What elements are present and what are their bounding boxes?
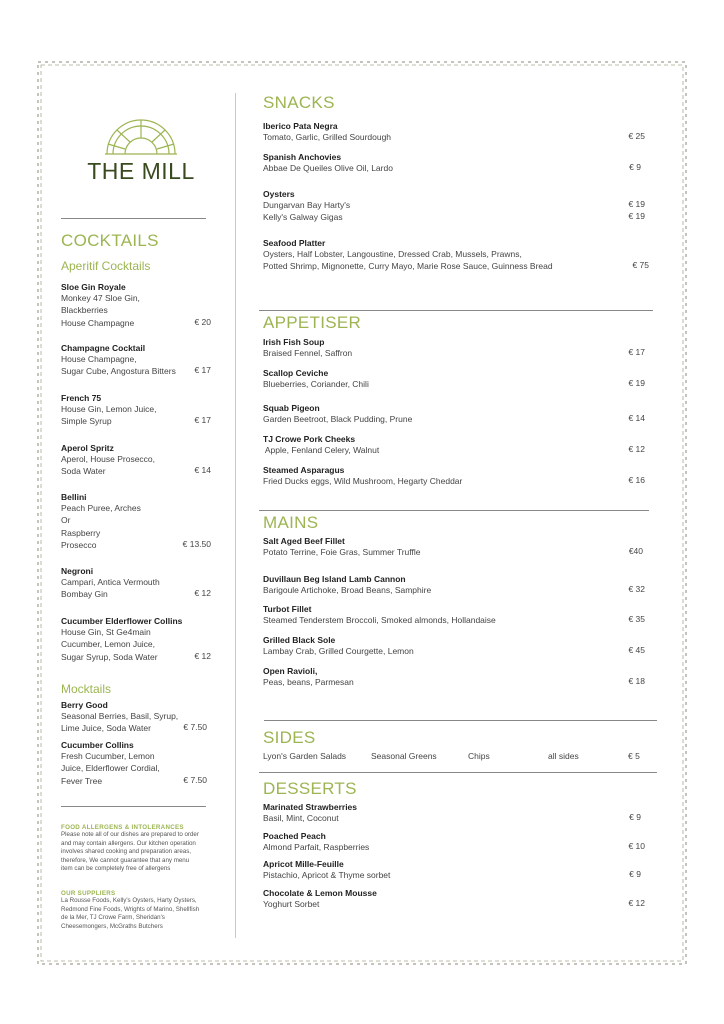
item-price: € 19 bbox=[628, 199, 645, 209]
menu-item bbox=[263, 574, 645, 596]
item-name: TJ Crowe Pork Cheeks bbox=[263, 434, 356, 444]
item-desc: Cucumber, Lemon Juice, bbox=[61, 639, 156, 650]
item-name: Chocolate & Lemon Mousse bbox=[263, 888, 377, 898]
item-price: € 5 bbox=[628, 751, 640, 761]
item-price: € 14 bbox=[628, 413, 645, 423]
menu-item bbox=[61, 282, 211, 329]
mains-title: MAINS bbox=[263, 513, 319, 532]
item-desc: Prosecco bbox=[61, 540, 97, 551]
item-name: French 75 bbox=[61, 393, 102, 403]
item-name: Scallop Ceviche bbox=[263, 368, 329, 378]
item-desc: House Gin, St Ge4main bbox=[61, 627, 151, 637]
item-desc: Almond Parfait, Raspberries bbox=[263, 842, 370, 852]
item-desc: Juice, Elderflower Cordial, bbox=[61, 763, 160, 774]
allergens-line: and may contain allergens. Our kitchen operation bbox=[61, 839, 196, 847]
item-desc: Oysters, Half Lobster, Langoustine, Dressed Crab, Mussels, Prawns, bbox=[263, 249, 522, 259]
item-desc: Kelly's Galway Gigas bbox=[263, 212, 343, 223]
item-desc: Raspberry bbox=[61, 527, 101, 538]
item-desc: Potted Shrimp, Mignonette, Curry Mayo, Marie Rose Sauce, Guinness Bread bbox=[263, 261, 553, 272]
item-name: Steamed Asparagus bbox=[263, 465, 345, 475]
item-price: € 10 bbox=[628, 841, 645, 851]
desserts-title: DESSERTS bbox=[263, 779, 357, 798]
item-price: € 17 bbox=[628, 347, 645, 357]
menu-item bbox=[263, 189, 645, 224]
item-desc: Braised Fennel, Saffron bbox=[263, 348, 353, 358]
item-desc: Pistachio, Apricot & Thyme sorbet bbox=[263, 870, 391, 880]
item-price: € 17 bbox=[194, 365, 211, 376]
item-price: € 19 bbox=[628, 211, 645, 222]
item-desc: Tomato, Garlic, Grilled Sourdough bbox=[263, 132, 392, 142]
item-name: Berry Good bbox=[61, 700, 108, 710]
item-name: Duvillaun Beg Island Lamb Cannon bbox=[263, 574, 406, 584]
item-desc: Bombay Gin bbox=[61, 589, 108, 600]
side-item: Chips bbox=[468, 751, 490, 761]
menu-item bbox=[263, 859, 641, 881]
divider bbox=[61, 806, 206, 807]
item-desc: Peas, beans, Parmesan bbox=[263, 677, 354, 687]
item-desc: Campari, Antica Vermouth bbox=[61, 577, 160, 587]
item-price: € 12 bbox=[194, 650, 211, 661]
item-desc: Fresh Cucumber, Lemon bbox=[61, 751, 155, 761]
divider bbox=[264, 720, 657, 721]
item-name: Open Ravioli, bbox=[263, 666, 318, 676]
item-desc: Simple Syrup bbox=[61, 416, 112, 427]
item-name: Cucumber Elderflower Collins bbox=[61, 616, 183, 626]
item-desc: Seasonal Berries, Basil, Syrup, bbox=[61, 711, 179, 721]
item-desc: Apple, Fenland Celery, Walnut bbox=[263, 445, 380, 455]
menu-item bbox=[263, 238, 649, 273]
menu-item bbox=[61, 343, 211, 378]
item-name: Seafood Platter bbox=[263, 238, 326, 248]
suppliers-line: Cheesemongers, McGraths Butchers bbox=[61, 922, 163, 930]
item-desc: Fried Ducks eggs, Wild Mushroom, Hegarty Cheddar bbox=[263, 476, 463, 486]
item-price: € 7.50 bbox=[183, 774, 207, 785]
menu-item bbox=[263, 403, 645, 425]
item-price: € 17 bbox=[194, 415, 211, 426]
menu-item bbox=[61, 566, 211, 601]
menu-item bbox=[61, 740, 207, 787]
menu-item bbox=[61, 616, 211, 663]
item-desc: Barigoule Artichoke, Broad Beans, Samphire bbox=[263, 585, 432, 595]
item-price: € 12 bbox=[628, 898, 645, 908]
item-desc: Blueberries, Coriander, Chili bbox=[263, 379, 369, 389]
snacks-title: SNACKS bbox=[263, 93, 335, 112]
item-name: Aperol Spritz bbox=[61, 443, 114, 453]
aperitif-title: Aperitif Cocktails bbox=[61, 259, 151, 273]
item-price: € 13.50 bbox=[182, 539, 211, 550]
menu-item bbox=[263, 635, 645, 657]
menu-item bbox=[263, 465, 645, 487]
side-item: Seasonal Greens bbox=[371, 751, 437, 761]
item-name: Marinated Strawberries bbox=[263, 802, 358, 812]
item-desc: Monkey 47 Sloe Gin, bbox=[61, 293, 140, 303]
item-price: € 45 bbox=[628, 645, 645, 655]
item-price: €40 bbox=[628, 546, 643, 556]
item-name: Sloe Gin Royale bbox=[61, 282, 126, 292]
item-price: € 12 bbox=[628, 444, 645, 454]
item-name: Negroni bbox=[61, 566, 94, 576]
allergens-title: FOOD ALLERGENS & INTOLERANCES bbox=[61, 824, 184, 831]
item-desc: Basil, Mint, Coconut bbox=[263, 813, 339, 823]
item-desc: Soda Water bbox=[61, 466, 106, 477]
item-price: € 25 bbox=[628, 131, 645, 141]
suppliers-title: OUR SUPPLIERS bbox=[61, 890, 116, 897]
item-desc: Sugar Cube, Angostura Bitters bbox=[61, 366, 176, 377]
item-price: € 14 bbox=[194, 465, 211, 476]
item-name: Irish Fish Soup bbox=[263, 337, 325, 347]
item-desc: Sugar Syrup, Soda Water bbox=[61, 651, 158, 662]
item-name: Grilled Black Sole bbox=[263, 635, 336, 645]
menu-item bbox=[263, 121, 645, 143]
item-name: Turbot Fillet bbox=[263, 604, 312, 614]
menu-item bbox=[263, 337, 645, 359]
menu-item bbox=[61, 700, 207, 735]
item-name: Oysters bbox=[263, 189, 295, 199]
item-name: Salt Aged Beef Fillet bbox=[263, 536, 345, 546]
item-desc: Yoghurt Sorbet bbox=[263, 899, 320, 909]
item-desc: House Champagne, bbox=[61, 354, 137, 364]
item-desc: House Champagne bbox=[61, 317, 135, 328]
suppliers-line: de la Mer, TJ Crowe Farm, Sheridan's bbox=[61, 914, 165, 922]
column-divider bbox=[235, 93, 236, 938]
logo bbox=[61, 118, 221, 198]
brand-name: THE MILL bbox=[87, 158, 195, 184]
item-name: Cucumber Collins bbox=[61, 740, 134, 750]
item-name: Bellini bbox=[61, 492, 87, 502]
mill-fan-icon bbox=[103, 118, 179, 156]
item-price: € 18 bbox=[628, 676, 645, 686]
item-name: Champagne Cocktail bbox=[61, 343, 146, 353]
item-price: € 75 bbox=[632, 260, 649, 271]
item-desc: Dungarvan Bay Harty's bbox=[263, 200, 351, 210]
appetiser-title: APPETISER bbox=[263, 313, 362, 332]
item-price: € 9 bbox=[629, 812, 641, 822]
allergens-line: Please note all of our dishes are prepared to order bbox=[61, 831, 199, 838]
item-desc: Aperol, House Prosecco, bbox=[61, 454, 156, 464]
menu-item bbox=[263, 368, 645, 390]
item-price: € 35 bbox=[628, 614, 645, 624]
item-price: € 20 bbox=[194, 316, 211, 327]
menu-item bbox=[263, 831, 645, 853]
allergens-line: item can be completely free of allergens bbox=[61, 865, 171, 873]
divider bbox=[259, 510, 649, 511]
suppliers-line: La Rousse Foods, Kelly's Oysters, Harty Oysters, bbox=[61, 897, 197, 904]
menu-item bbox=[263, 802, 641, 824]
item-desc: Fever Tree bbox=[61, 775, 103, 786]
menu-item bbox=[61, 492, 211, 552]
allergens-line: involves shared cooking and preparation areas, bbox=[61, 848, 192, 856]
menu-item bbox=[263, 666, 645, 688]
item-desc: Blackberries bbox=[61, 305, 108, 316]
item-desc: Lime Juice, Soda Water bbox=[61, 723, 151, 734]
item-price: € 7.50 bbox=[183, 722, 207, 733]
item-desc: Steamed Tenderstem Broccoli, Smoked almonds, Hollandaise bbox=[263, 615, 496, 625]
item-price: € 19 bbox=[628, 378, 645, 388]
side-item: Lyon's Garden Salads bbox=[263, 751, 347, 761]
item-desc: Peach Puree, Arches bbox=[61, 503, 141, 513]
menu-item bbox=[61, 393, 211, 428]
item-desc: House Gin, Lemon Juice, bbox=[61, 404, 157, 414]
suppliers-line: Redmond Fine Foods, Wrights of Marino, Shellfish bbox=[61, 905, 200, 913]
item-name: Apricot Mille-Feuille bbox=[263, 859, 344, 869]
menu-item bbox=[263, 604, 645, 626]
item-desc: Potato Terrine, Foie Gras, Summer Truffle bbox=[263, 547, 421, 557]
divider bbox=[61, 218, 206, 219]
item-desc: Abbae De Queiles Olive Oil, Lardo bbox=[263, 163, 393, 173]
sides-title: SIDES bbox=[263, 728, 316, 747]
item-price: € 16 bbox=[628, 475, 645, 485]
cocktails-title: COCKTAILS bbox=[61, 231, 159, 250]
menu-item bbox=[263, 152, 641, 174]
divider bbox=[259, 772, 657, 773]
item-name: Iberico Pata Negra bbox=[263, 121, 338, 131]
allergens-note bbox=[61, 824, 226, 874]
menu-item bbox=[263, 536, 643, 558]
item-desc: Garden Beetroot, Black Pudding, Prune bbox=[263, 414, 413, 424]
suppliers-note bbox=[61, 890, 226, 931]
item-desc: Lambay Crab, Grilled Courgette, Lemon bbox=[263, 646, 414, 656]
mocktails-title: Mocktails bbox=[61, 682, 112, 696]
divider bbox=[259, 310, 653, 311]
item-price: € 32 bbox=[628, 584, 645, 594]
menu-item bbox=[61, 443, 211, 478]
menu-item bbox=[263, 888, 645, 910]
item-price: € 9 bbox=[629, 869, 641, 879]
item-desc: Or bbox=[61, 515, 71, 526]
side-item: all sides bbox=[548, 751, 579, 761]
allergens-line: therefore, We cannot guarantee that any menu bbox=[61, 856, 190, 864]
item-name: Spanish Anchovies bbox=[263, 152, 342, 162]
item-price: € 9 bbox=[629, 162, 641, 172]
item-name: Poached Peach bbox=[263, 831, 326, 841]
item-name: Squab Pigeon bbox=[263, 403, 320, 413]
menu-item bbox=[263, 434, 645, 456]
item-price: € 12 bbox=[194, 588, 211, 599]
